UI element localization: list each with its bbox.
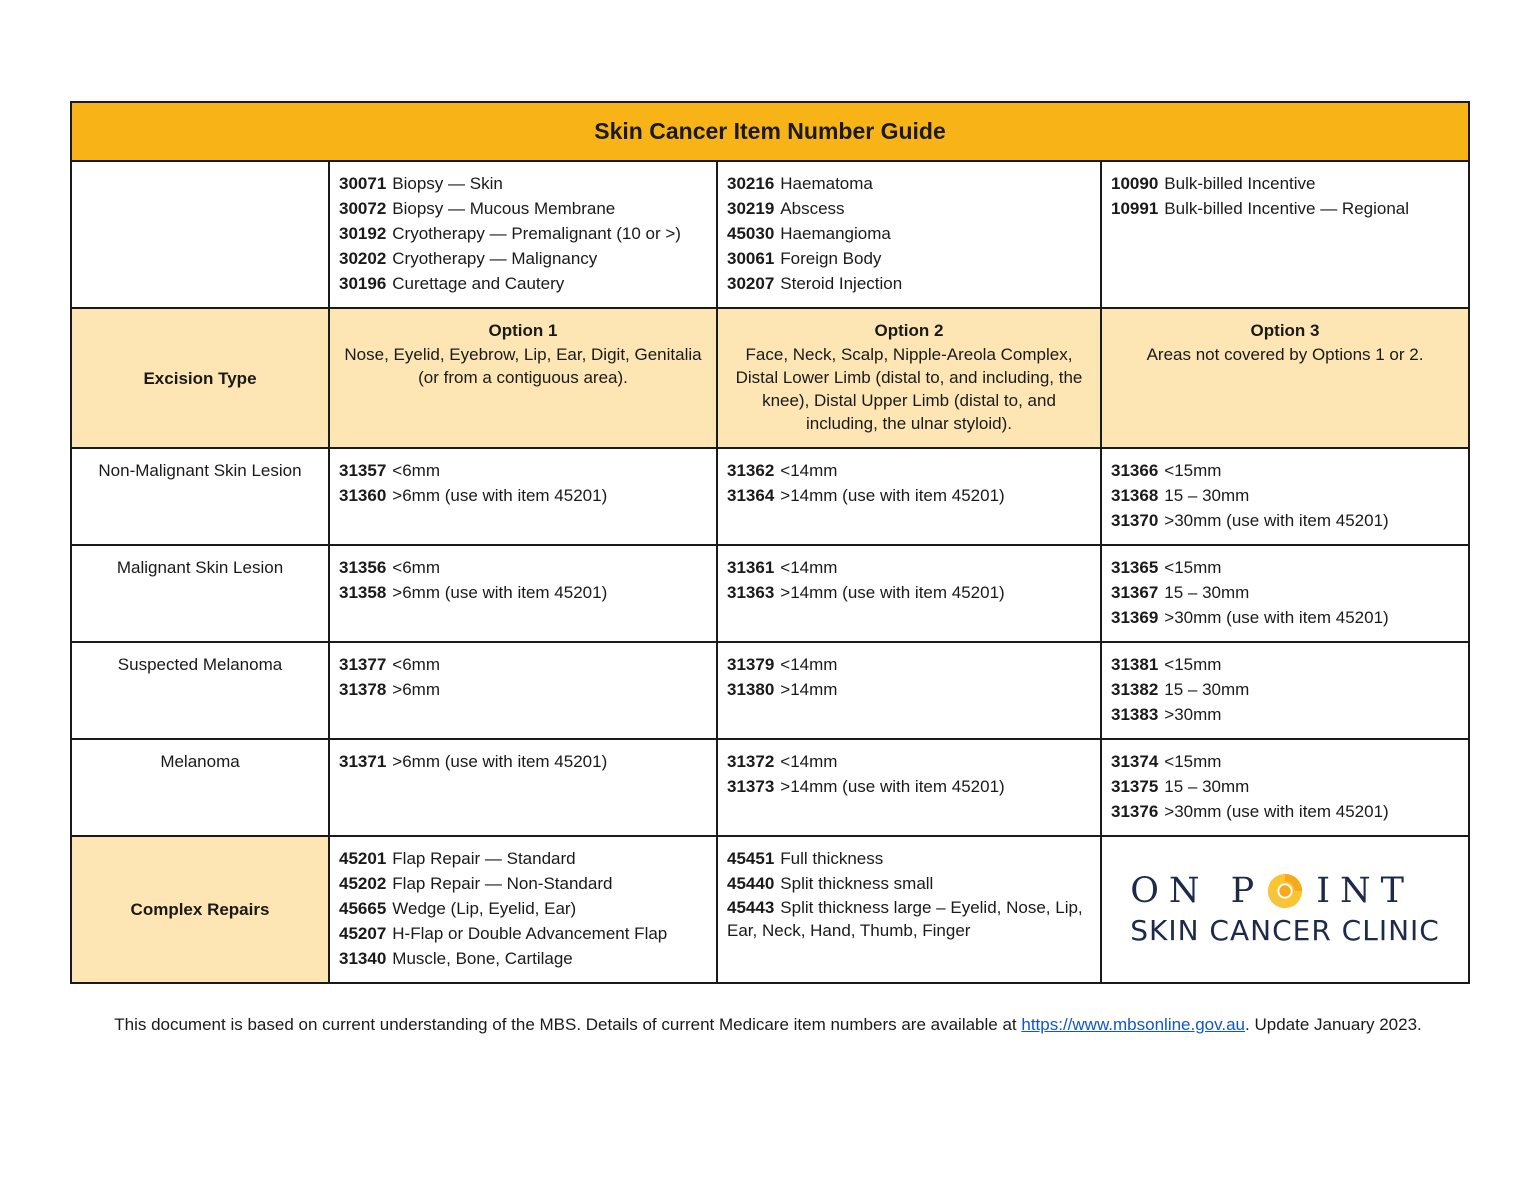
empty-label-cell [71, 161, 329, 308]
item-desc: H-Flap or Double Advancement Flap [392, 924, 668, 943]
code-item [727, 749, 1092, 774]
item-desc: <6mm [392, 461, 440, 480]
item-code: 31375 [1111, 777, 1159, 796]
item-code: 31382 [1111, 680, 1159, 699]
item-code: 31363 [727, 583, 775, 602]
code-item [727, 458, 1092, 483]
item-desc: Cryotherapy — Malignancy [392, 249, 598, 268]
item-code: 30202 [339, 249, 387, 268]
code-item [339, 221, 708, 246]
excision-type-label: Excision Type [71, 308, 329, 448]
logo-text-left: ON P [1130, 870, 1265, 911]
misc-items-row [71, 161, 1469, 308]
option-3-header [1101, 308, 1469, 448]
item-code: 31356 [339, 558, 387, 577]
item-desc: >30mm (use with item 45201) [1164, 511, 1389, 530]
footer-text-before: This document is based on current understanding of the MBS. Details of current Medicare item numbers are available at [114, 1015, 1022, 1034]
table-row [71, 642, 1469, 739]
code-item [1111, 749, 1460, 774]
target-dot-icon [1266, 872, 1304, 910]
item-desc: >14mm [780, 680, 838, 699]
item-desc: <15mm [1164, 752, 1222, 771]
code-item [339, 555, 708, 580]
option-1-codes [329, 448, 717, 545]
item-code: 31380 [727, 680, 775, 699]
item-code: 10991 [1111, 199, 1159, 218]
item-code: 30219 [727, 199, 775, 218]
item-desc: Biopsy — Skin [392, 174, 503, 193]
option-1-codes [329, 739, 717, 836]
option-1-codes [329, 545, 717, 642]
item-code: 31383 [1111, 705, 1159, 724]
item-desc: Abscess [780, 199, 845, 218]
option-desc: Face, Neck, Scalp, Nipple-Areola Complex, Distal Lower Limb (distal to, and including, the knee), Distal Upper Limb (distal to, and including, the ulnar styloid). [735, 345, 1083, 433]
footer-text-after: . Update January 2023. [1245, 1015, 1422, 1034]
item-code: 10090 [1111, 174, 1159, 193]
item-desc: Muscle, Bone, Cartilage [392, 949, 573, 968]
logo-subtitle: SKIN CANCER CLINIC [1130, 913, 1440, 947]
code-item [727, 871, 1092, 896]
code-item [727, 652, 1092, 677]
code-item [1111, 702, 1460, 727]
item-code: 31364 [727, 486, 775, 505]
code-item [339, 652, 708, 677]
item-code: 31366 [1111, 461, 1159, 480]
item-code: 31373 [727, 777, 775, 796]
item-desc: Flap Repair — Non-Standard [392, 874, 613, 893]
code-item [339, 677, 708, 702]
item-desc: Curettage and Cautery [392, 274, 565, 293]
item-desc: >14mm (use with item 45201) [780, 583, 1005, 602]
item-desc: Cryotherapy — Premalignant (10 or >) [392, 224, 681, 243]
item-desc: >30mm (use with item 45201) [1164, 802, 1389, 821]
item-code: 30216 [727, 174, 775, 193]
item-code: 31358 [339, 583, 387, 602]
item-code: 30071 [339, 174, 387, 193]
code-item [339, 246, 708, 271]
code-item [1111, 605, 1460, 630]
item-desc: Bulk-billed Incentive [1164, 174, 1316, 193]
item-code: 30196 [339, 274, 387, 293]
item-code: 31381 [1111, 655, 1159, 674]
item-code: 30061 [727, 249, 775, 268]
code-item [727, 271, 1092, 296]
code-item [727, 580, 1092, 605]
item-code: 30192 [339, 224, 387, 243]
item-code: 45207 [339, 924, 387, 943]
logo-cell [1101, 836, 1469, 983]
item-desc: 15 – 30mm [1164, 583, 1250, 602]
code-item [1111, 555, 1460, 580]
mbs-link[interactable]: https://www.mbsonline.gov.au [1021, 1015, 1246, 1034]
item-desc: <6mm [392, 558, 440, 577]
item-desc: Split thickness large – Eyelid, Nose, Lip, Ear, Neck, Hand, Thumb, Finger [727, 898, 1083, 940]
item-desc: >30mm [1164, 705, 1222, 724]
code-item [727, 555, 1092, 580]
item-desc: <14mm [780, 752, 838, 771]
item-code: 31370 [1111, 511, 1159, 530]
code-item [1111, 483, 1460, 508]
excision-header-row [71, 308, 1469, 448]
item-code: 31372 [727, 752, 775, 771]
option-1-codes [329, 642, 717, 739]
code-item [339, 171, 708, 196]
option-2-codes [717, 545, 1101, 642]
onpoint-logo [1130, 872, 1440, 948]
lesion-type-label: Non-Malignant Skin Lesion [71, 448, 329, 545]
table-row [71, 739, 1469, 836]
title-row [71, 102, 1469, 161]
footer-note [0, 1015, 1536, 1035]
lesion-type-label: Melanoma [71, 739, 329, 836]
complex-col1 [329, 836, 717, 983]
code-item [339, 871, 708, 896]
code-item [727, 483, 1092, 508]
option-2-header [717, 308, 1101, 448]
item-desc: >6mm (use with item 45201) [392, 752, 608, 771]
code-item [1111, 171, 1460, 196]
code-item [727, 896, 1092, 942]
item-desc: 15 – 30mm [1164, 777, 1250, 796]
code-item [339, 749, 708, 774]
item-code: 31378 [339, 680, 387, 699]
code-item [339, 896, 708, 921]
guide-title: Skin Cancer Item Number Guide [71, 102, 1469, 161]
item-code: 31368 [1111, 486, 1159, 505]
code-item [727, 196, 1092, 221]
item-desc: Haemangioma [780, 224, 891, 243]
option-1-header [329, 308, 717, 448]
item-code: 31361 [727, 558, 775, 577]
table-row [71, 448, 1469, 545]
code-item [339, 580, 708, 605]
item-desc: Haematoma [780, 174, 873, 193]
option-2-codes [717, 448, 1101, 545]
complex-repairs-label: Complex Repairs [71, 836, 329, 983]
code-item [339, 196, 708, 221]
code-item [1111, 580, 1460, 605]
code-item [1111, 652, 1460, 677]
item-code: 31360 [339, 486, 387, 505]
misc-col2 [717, 161, 1101, 308]
item-code: 45030 [727, 224, 775, 243]
item-desc: <14mm [780, 461, 838, 480]
item-code: 31377 [339, 655, 387, 674]
option-3-codes [1101, 739, 1469, 836]
item-code: 31369 [1111, 608, 1159, 627]
option-desc: Nose, Eyelid, Eyebrow, Lip, Ear, Digit, Genitalia (or from a contiguous area). [344, 345, 702, 387]
item-code: 31376 [1111, 802, 1159, 821]
code-item [727, 677, 1092, 702]
item-code: 45201 [339, 849, 387, 868]
code-item [1111, 508, 1460, 533]
item-desc: <14mm [780, 655, 838, 674]
code-item [727, 221, 1092, 246]
item-code: 31371 [339, 752, 387, 771]
item-code: 45665 [339, 899, 387, 918]
item-desc: >14mm (use with item 45201) [780, 777, 1005, 796]
item-desc: <15mm [1164, 655, 1222, 674]
item-desc: >6mm [392, 680, 440, 699]
item-desc: 15 – 30mm [1164, 486, 1250, 505]
misc-col3 [1101, 161, 1469, 308]
item-desc: <6mm [392, 655, 440, 674]
option-3-codes [1101, 545, 1469, 642]
item-desc: Foreign Body [780, 249, 882, 268]
misc-col1 [329, 161, 717, 308]
item-number-table [70, 101, 1470, 984]
item-code: 30072 [339, 199, 387, 218]
code-item [339, 271, 708, 296]
code-item [1111, 799, 1460, 824]
item-desc: 15 – 30mm [1164, 680, 1250, 699]
code-item [1111, 196, 1460, 221]
option-title: Option 1 [488, 321, 558, 340]
code-item [1111, 677, 1460, 702]
item-code: 31374 [1111, 752, 1159, 771]
item-desc: Steroid Injection [780, 274, 903, 293]
item-desc: <14mm [780, 558, 838, 577]
item-desc: Wedge (Lip, Eyelid, Ear) [392, 899, 577, 918]
item-code: 31379 [727, 655, 775, 674]
option-desc: Areas not covered by Options 1 or 2. [1146, 345, 1424, 364]
option-title: Option 2 [874, 321, 944, 340]
item-desc: Biopsy — Mucous Membrane [392, 199, 616, 218]
complex-repairs-row [71, 836, 1469, 983]
item-desc: Full thickness [780, 849, 884, 868]
code-item [727, 774, 1092, 799]
item-code: 31340 [339, 949, 387, 968]
item-desc: >30mm (use with item 45201) [1164, 608, 1389, 627]
code-item [339, 483, 708, 508]
option-3-codes [1101, 448, 1469, 545]
item-desc: Bulk-billed Incentive — Regional [1164, 199, 1410, 218]
item-code: 30207 [727, 274, 775, 293]
complex-col2 [717, 836, 1101, 983]
item-code: 31357 [339, 461, 387, 480]
item-desc: >14mm (use with item 45201) [780, 486, 1005, 505]
item-code: 45451 [727, 849, 775, 868]
item-desc: >6mm (use with item 45201) [392, 486, 608, 505]
item-code: 45443 [727, 898, 775, 917]
lesion-type-label: Suspected Melanoma [71, 642, 329, 739]
code-item [339, 458, 708, 483]
item-desc: >6mm (use with item 45201) [392, 583, 608, 602]
item-code: 31367 [1111, 583, 1159, 602]
code-item [1111, 458, 1460, 483]
option-2-codes [717, 739, 1101, 836]
item-desc: <15mm [1164, 461, 1222, 480]
option-3-codes [1101, 642, 1469, 739]
logo-text-right: INT [1316, 870, 1414, 911]
code-item [727, 846, 1092, 871]
code-item [339, 946, 708, 971]
code-item [339, 921, 708, 946]
code-item [1111, 774, 1460, 799]
table-row [71, 545, 1469, 642]
item-code: 31365 [1111, 558, 1159, 577]
item-code: 45202 [339, 874, 387, 893]
option-2-codes [717, 642, 1101, 739]
option-title: Option 3 [1250, 321, 1320, 340]
logo-wordmark [1130, 872, 1440, 910]
item-code: 31362 [727, 461, 775, 480]
code-item [339, 846, 708, 871]
code-item [727, 246, 1092, 271]
lesion-type-label: Malignant Skin Lesion [71, 545, 329, 642]
item-code: 45440 [727, 874, 775, 893]
item-desc: Split thickness small [780, 874, 934, 893]
code-item [727, 171, 1092, 196]
item-desc: Flap Repair — Standard [392, 849, 576, 868]
item-desc: <15mm [1164, 558, 1222, 577]
